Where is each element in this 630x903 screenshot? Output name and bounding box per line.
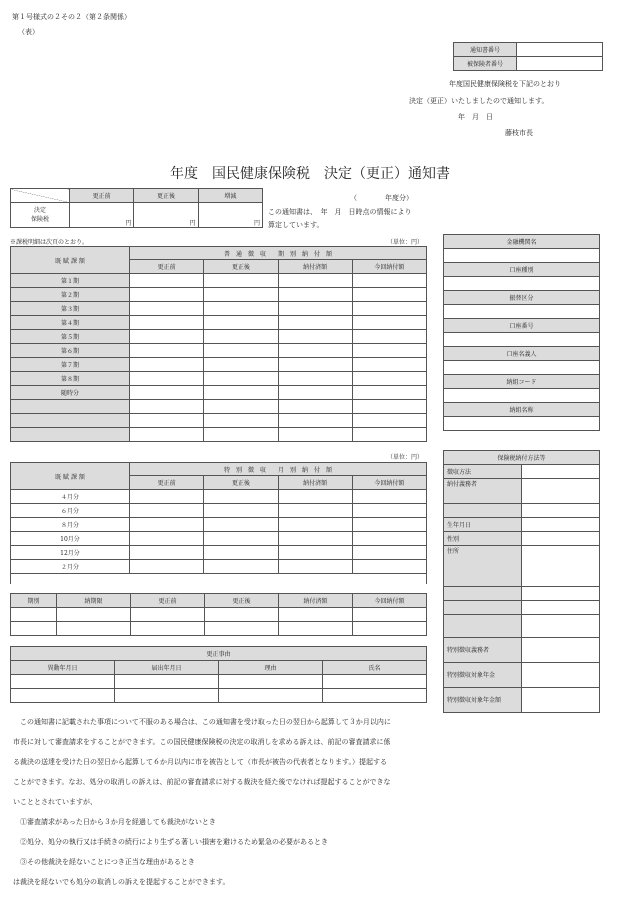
form-number: 第１号様式の２その２（第２条関係） [12,13,131,21]
appeal-notice [13,712,613,892]
amount-after: 円 [134,203,198,228]
reason-col: 理由 [219,661,323,675]
bank-label: 口座種別 [444,263,600,277]
col-diff: 増減 [198,189,262,203]
period-col: 納期限 [57,594,131,608]
ordinary-col: 納付済額 [278,260,352,274]
table-row [11,490,427,504]
period-col: 更正前 [131,594,205,608]
payment-method-title: 保険税納付方法等 [444,451,600,465]
payment-label: 生年月日 [444,518,522,532]
notice-line: ことができます。なお、処分の取消しの訴えは、前記の審査請求に対する裁決を経た後でなければ提起することができな [13,778,391,786]
table-row [11,316,427,330]
ordinary-col: 更正後 [204,260,278,274]
bank-value [444,249,600,263]
period-label [11,428,130,442]
message-line2: 決定（更正）いたしましたので通知します。 [409,97,549,105]
payment-label: 特別徴収義務者 [444,638,522,663]
page-title: 年度 国民健康保険税 決定（更正）通知書 [170,166,450,182]
table-row [11,302,427,316]
table-row [11,358,427,372]
notice-no-value [517,43,603,57]
special-header-left: 既 賦 課 額 [11,463,130,490]
bank-value [444,277,600,291]
notice-line: いこととされていますが、 [13,798,97,806]
amount-diff: 円 [198,203,262,228]
table-row [11,428,427,442]
payment-label [444,504,522,518]
notice-line: ①審査請求があった日から３か月を経過しても裁決がないとき [13,818,216,826]
month-label: 10月分 [11,532,130,546]
bank-value [444,333,600,347]
table-row [11,400,427,414]
month-label: ４月分 [11,490,130,504]
payment-method-table [443,450,600,713]
table-row [11,689,427,703]
note-line2: 算定しています。 [268,221,324,229]
payment-label [444,615,522,638]
payment-label: 特別徴収対象年金額 [444,688,522,713]
month-label: ６月分 [11,504,130,518]
note-line1: この通知書は、 年 月 日時点の情報により [268,208,412,216]
notice-line: は裁決を経ないでも処分の取消しの訴えを提起することができます。 [13,878,230,886]
period-col: 今回納付額 [353,594,427,608]
col-after: 更正後 [134,189,198,203]
payment-label: 徴収方法 [444,465,522,479]
summary-table [10,188,263,228]
reason-table [10,646,427,703]
special-header-title: 特 別 徴 収 月 別 納 付 額 [130,463,427,476]
ordinary-unit: （単位：円） [387,239,424,246]
period-col: 期別 [11,594,57,608]
notice-line: この通知書に記載された事項について不服のある場合は、この通知書を受け取った日の翌日から起算して３か月以内に [13,718,391,726]
table-row [11,675,427,689]
bank-label: 納組名称 [444,403,600,417]
reason-col: 氏名 [323,661,427,675]
decision-label: 決定 保険税 [11,203,70,228]
period-label: 第１期 [11,274,130,288]
ordinary-col: 今回納付額 [352,260,426,274]
period-label: 第６期 [11,344,130,358]
notice-line: る裁決の送達を受けた日の翌日から起算して６か月以内に市を被告として（市長が被告の代表者となります。）提起する [13,758,387,766]
ordinary-table [10,246,427,442]
notice-number-table [453,42,603,71]
special-col: 今回納付額 [352,476,426,490]
issue-date: 年 月 日 [458,113,493,121]
payment-label: 性別 [444,532,522,546]
period-col: 更正後 [205,594,279,608]
special-col: 更正後 [204,476,278,490]
payment-label: 住所 [444,546,522,587]
special-table [10,462,427,584]
table-row [11,414,427,428]
table-row [11,344,427,358]
period-table [10,593,427,636]
bank-value [444,305,600,319]
payment-label [444,601,522,615]
diagonal-cell [11,189,70,203]
bank-value [444,361,600,375]
bank-label: 納組コード [444,375,600,389]
table-row [11,608,427,622]
reason-col: 届出年月日 [115,661,219,675]
ordinary-header-left: 既 賦 課 額 [11,247,130,274]
notice-no-label: 通知書番号 [454,43,517,57]
insured-no-value [517,57,603,71]
fiscal-year: （ 年度分） [350,194,413,202]
special-col: 納付済額 [278,476,352,490]
table-row [11,274,427,288]
bank-value [444,389,600,403]
table-row [11,386,427,400]
ordinary-col: 更正前 [130,260,204,274]
period-label: 第４期 [11,316,130,330]
insured-no-label: 被保険者番号 [454,57,517,71]
period-label [11,414,130,428]
ordinary-header-title: 普 通 徴 収 期 別 納 付 額 [130,247,427,260]
bank-label: 振替区分 [444,291,600,305]
table-row [11,372,427,386]
notice-line: ②処分、処分の執行又は手続きの続行により生ずる著しい損害を避けるため緊急の必要があるとき [13,838,328,846]
month-label: ８月分 [11,518,130,532]
table-row [11,546,427,560]
period-label [11,400,130,414]
bank-value [444,417,600,431]
issuer: 藤枝市長 [505,129,533,137]
special-col: 更正前 [130,476,204,490]
period-label: 第２期 [11,288,130,302]
reason-col: 異動年月日 [11,661,115,675]
month-label: ２月分 [11,560,130,574]
notice-line: ③その他裁決を経ないことにつき正当な理由があるとき [13,858,195,866]
special-unit: （単位：円） [387,454,424,461]
table-row [11,330,427,344]
table-row [11,560,427,574]
bank-label: 口座名義人 [444,347,600,361]
bank-label: 口座番号 [444,319,600,333]
table-row [11,622,427,636]
period-col: 納付済額 [279,594,353,608]
reason-title: 更正事由 [11,647,427,661]
period-label: 第８期 [11,372,130,386]
period-label: 第３期 [11,302,130,316]
payment-label: 納付義務者 [444,479,522,504]
period-label: 第５期 [11,330,130,344]
payment-label: 特別徴収対象年金 [444,663,522,688]
notice-line: 市長に対して審査請求をすることができます。この国民健康保険税の決定の取消しを求める訴えは、前記の審査請求に係 [13,738,391,746]
message-line1: 年度国民健康保険税を下記のとおり [449,80,561,88]
period-label: 第７期 [11,358,130,372]
table-row [11,518,427,532]
month-label: 12月分 [11,546,130,560]
amount-before: 円 [70,203,134,228]
table-row [11,532,427,546]
basis-note: ※課税明細は次頁のとおり。 [10,239,89,246]
table-row [11,288,427,302]
bank-table [443,234,600,431]
table-row [11,504,427,518]
period-label: 随時分 [11,386,130,400]
bank-label: 金融機関名 [444,235,600,249]
col-before: 更正前 [70,189,134,203]
side-label: （表） [18,28,39,36]
payment-label [444,587,522,601]
